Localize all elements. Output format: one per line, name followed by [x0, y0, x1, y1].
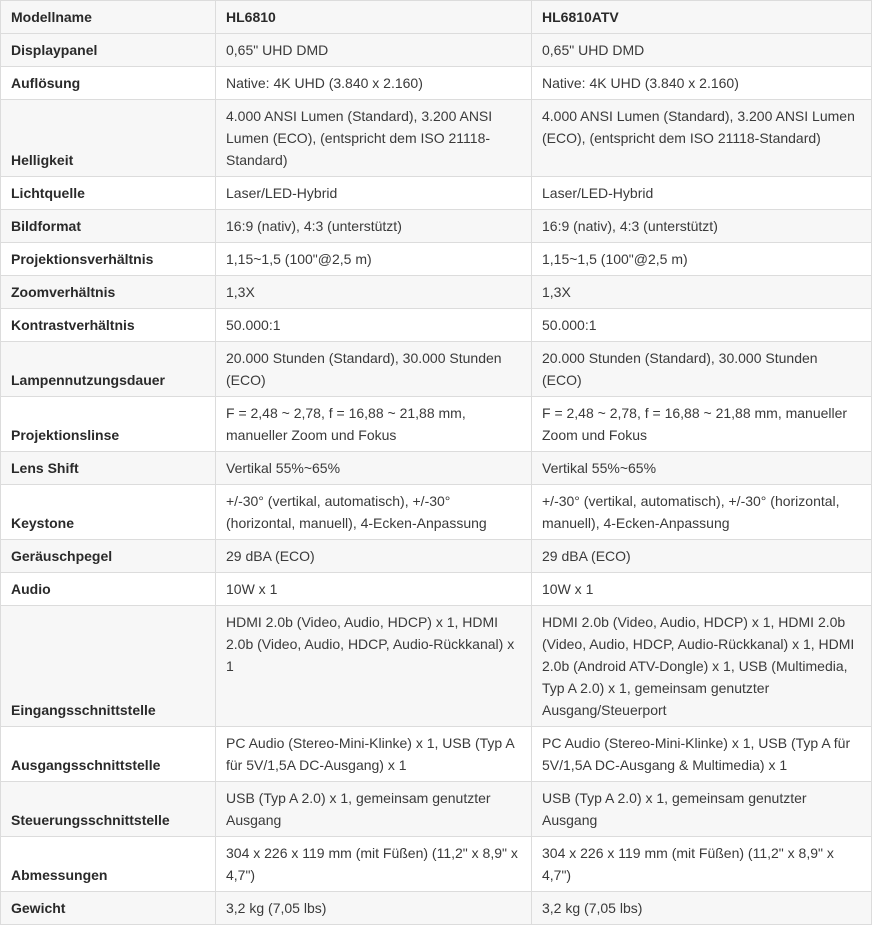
- cell-hl6810atv: 20.000 Stunden (Standard), 30.000 Stunden (ECO): [532, 342, 872, 397]
- table-row: [1, 276, 872, 309]
- cell-hl6810atv: HDMI 2.0b (Video, Audio, HDCP) x 1, HDMI 2.0b (Video, Audio, HDCP, Audio-Rückkanal) x 1, HDMI 2.0b (Android ATV-Dongle) x 1, USB (Multimedia, Typ A 2.0) x 1, gemeinsam genutzter Ausgang/Steuerport: [532, 606, 872, 727]
- cell-hl6810atv: 1,3X: [532, 276, 872, 309]
- table-row: [1, 210, 872, 243]
- row-label: Lampennutzungsdauer: [1, 342, 216, 397]
- cell-hl6810atv: PC Audio (Stereo-Mini-Klinke) x 1, USB (Typ A für 5V/1,5A DC-Ausgang & Multimedia) x 1: [532, 727, 872, 782]
- row-label: Steuerungsschnittstelle: [1, 782, 216, 837]
- cell-hl6810atv: 4.000 ANSI Lumen (Standard), 3.200 ANSI Lumen (ECO), (entspricht dem ISO 21118-Standard): [532, 100, 872, 177]
- table-row: [1, 243, 872, 276]
- row-label: Zoomverhältnis: [1, 276, 216, 309]
- cell-hl6810: 10W x 1: [216, 573, 532, 606]
- table-row: [1, 485, 872, 540]
- row-label: Eingangsschnittstelle: [1, 606, 216, 727]
- row-label: Audio: [1, 573, 216, 606]
- header-hl6810: HL6810: [216, 1, 532, 34]
- table-row: [1, 540, 872, 573]
- cell-hl6810: Native: 4K UHD (3.840 x 2.160): [216, 67, 532, 100]
- row-label: Lichtquelle: [1, 177, 216, 210]
- table-row: [1, 397, 872, 452]
- table-row: [1, 34, 872, 67]
- cell-hl6810atv: Laser/LED-Hybrid: [532, 177, 872, 210]
- row-label: Geräuschpegel: [1, 540, 216, 573]
- table-row: [1, 606, 872, 727]
- row-label: Lens Shift: [1, 452, 216, 485]
- cell-hl6810: +/-30° (vertikal, automatisch), +/-30° (horizontal, manuell), 4-Ecken-Anpassung: [216, 485, 532, 540]
- cell-hl6810: Laser/LED-Hybrid: [216, 177, 532, 210]
- cell-hl6810atv: 16:9 (nativ), 4:3 (unterstützt): [532, 210, 872, 243]
- cell-hl6810: 29 dBA (ECO): [216, 540, 532, 573]
- cell-hl6810atv: 0,65" UHD DMD: [532, 34, 872, 67]
- cell-hl6810atv: 50.000:1: [532, 309, 872, 342]
- row-label: Helligkeit: [1, 100, 216, 177]
- row-label: Projektionslinse: [1, 397, 216, 452]
- cell-hl6810atv: 10W x 1: [532, 573, 872, 606]
- row-label: Keystone: [1, 485, 216, 540]
- cell-hl6810: PC Audio (Stereo-Mini-Klinke) x 1, USB (Typ A für 5V/1,5A DC-Ausgang) x 1: [216, 727, 532, 782]
- cell-hl6810atv: 304 x 226 x 119 mm (mit Füßen) (11,2" x 8,9" x 4,7"): [532, 837, 872, 892]
- table-row: [1, 782, 872, 837]
- cell-hl6810: 0,65" UHD DMD: [216, 34, 532, 67]
- table-row: [1, 342, 872, 397]
- cell-hl6810: 1,3X: [216, 276, 532, 309]
- table-row: [1, 67, 872, 100]
- table-header-row: [1, 1, 872, 34]
- row-label: Bildformat: [1, 210, 216, 243]
- header-hl6810atv: HL6810ATV: [532, 1, 872, 34]
- cell-hl6810: 16:9 (nativ), 4:3 (unterstützt): [216, 210, 532, 243]
- row-label: Gewicht: [1, 892, 216, 925]
- cell-hl6810atv: 1,15~1,5 (100"@2,5 m): [532, 243, 872, 276]
- cell-hl6810atv: Native: 4K UHD (3.840 x 2.160): [532, 67, 872, 100]
- cell-hl6810atv: 3,2 kg (7,05 lbs): [532, 892, 872, 925]
- cell-hl6810: F = 2,48 ~ 2,78, f = 16,88 ~ 21,88 mm, manueller Zoom und Fokus: [216, 397, 532, 452]
- table-row: [1, 892, 872, 925]
- table-row: [1, 837, 872, 892]
- row-label: Auflösung: [1, 67, 216, 100]
- cell-hl6810: 4.000 ANSI Lumen (Standard), 3.200 ANSI Lumen (ECO), (entspricht dem ISO 21118-Standard): [216, 100, 532, 177]
- cell-hl6810atv: 29 dBA (ECO): [532, 540, 872, 573]
- spec-table-body: [1, 34, 872, 925]
- cell-hl6810atv: F = 2,48 ~ 2,78, f = 16,88 ~ 21,88 mm, manueller Zoom und Fokus: [532, 397, 872, 452]
- table-row: [1, 573, 872, 606]
- cell-hl6810atv: Vertikal 55%~65%: [532, 452, 872, 485]
- cell-hl6810: HDMI 2.0b (Video, Audio, HDCP) x 1, HDMI 2.0b (Video, Audio, HDCP, Audio-Rückkanal) x 1: [216, 606, 532, 727]
- table-row: [1, 309, 872, 342]
- header-model-name: Modellname: [1, 1, 216, 34]
- cell-hl6810atv: +/-30° (vertikal, automatisch), +/-30° (horizontal, manuell), 4-Ecken-Anpassung: [532, 485, 872, 540]
- cell-hl6810: 1,15~1,5 (100"@2,5 m): [216, 243, 532, 276]
- row-label: Ausgangsschnittstelle: [1, 727, 216, 782]
- cell-hl6810: USB (Typ A 2.0) x 1, gemeinsam genutzter Ausgang: [216, 782, 532, 837]
- cell-hl6810: Vertikal 55%~65%: [216, 452, 532, 485]
- cell-hl6810atv: USB (Typ A 2.0) x 1, gemeinsam genutzter Ausgang: [532, 782, 872, 837]
- row-label: Displaypanel: [1, 34, 216, 67]
- row-label: Kontrastverhältnis: [1, 309, 216, 342]
- table-row: [1, 100, 872, 177]
- table-row: [1, 177, 872, 210]
- row-label: Abmessungen: [1, 837, 216, 892]
- cell-hl6810: 304 x 226 x 119 mm (mit Füßen) (11,2" x 8,9" x 4,7"): [216, 837, 532, 892]
- cell-hl6810: 3,2 kg (7,05 lbs): [216, 892, 532, 925]
- table-row: [1, 452, 872, 485]
- row-label: Projektionsverhältnis: [1, 243, 216, 276]
- table-row: [1, 727, 872, 782]
- cell-hl6810: 20.000 Stunden (Standard), 30.000 Stunden (ECO): [216, 342, 532, 397]
- cell-hl6810: 50.000:1: [216, 309, 532, 342]
